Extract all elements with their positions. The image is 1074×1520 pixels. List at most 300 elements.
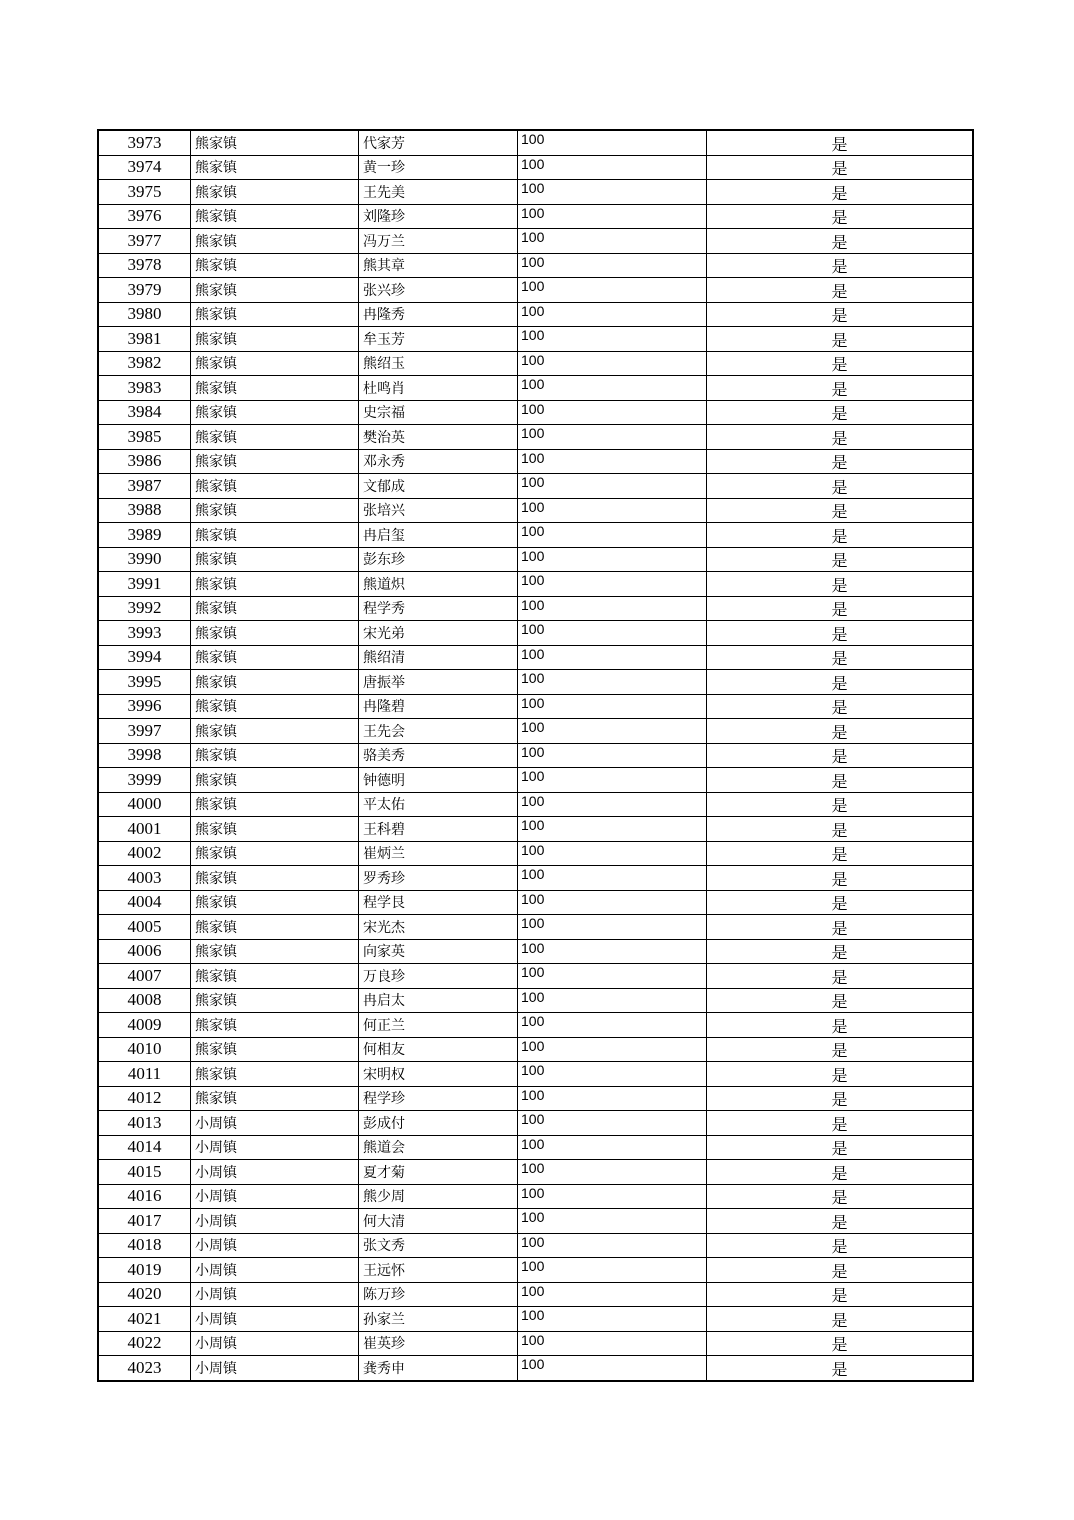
town-cell: 熊家镇 (191, 792, 359, 817)
table-row (98, 988, 973, 1013)
amount-cell: 100 (518, 670, 707, 695)
amount-cell: 100 (518, 547, 707, 572)
status-cell: 是 (707, 817, 974, 842)
table-row (98, 792, 973, 817)
town-cell: 小周镇 (191, 1184, 359, 1209)
status-cell: 是 (707, 1331, 974, 1356)
row-number-cell: 3978 (98, 253, 191, 278)
amount-cell: 100 (518, 939, 707, 964)
person-name-cell: 熊绍玉 (359, 351, 518, 376)
town-cell: 熊家镇 (191, 1062, 359, 1087)
amount-cell: 100 (518, 1356, 707, 1381)
person-name-cell: 程学秀 (359, 596, 518, 621)
status-cell: 是 (707, 645, 974, 670)
status-cell: 是 (707, 596, 974, 621)
status-cell: 是 (707, 1160, 974, 1185)
row-number-cell: 4004 (98, 890, 191, 915)
status-cell: 是 (707, 1086, 974, 1111)
status-cell: 是 (707, 547, 974, 572)
table-row (98, 1013, 973, 1038)
table-row (98, 1062, 973, 1087)
row-number-cell: 3980 (98, 302, 191, 327)
person-name-cell: 冯万兰 (359, 229, 518, 254)
person-name-cell: 彭成付 (359, 1111, 518, 1136)
person-name-cell: 史宗福 (359, 400, 518, 425)
status-cell: 是 (707, 400, 974, 425)
town-cell: 小周镇 (191, 1160, 359, 1185)
status-cell: 是 (707, 1062, 974, 1087)
town-cell: 小周镇 (191, 1111, 359, 1136)
status-cell: 是 (707, 253, 974, 278)
row-number-cell: 4007 (98, 964, 191, 989)
row-number-cell: 3990 (98, 547, 191, 572)
town-cell: 熊家镇 (191, 449, 359, 474)
status-cell: 是 (707, 572, 974, 597)
amount-cell: 100 (518, 1160, 707, 1185)
amount-cell: 100 (518, 1331, 707, 1356)
amount-cell: 100 (518, 596, 707, 621)
row-number-cell: 4011 (98, 1062, 191, 1087)
table-row (98, 694, 973, 719)
town-cell: 熊家镇 (191, 204, 359, 229)
row-number-cell: 4023 (98, 1356, 191, 1381)
status-cell: 是 (707, 449, 974, 474)
table-row (98, 1135, 973, 1160)
town-cell: 熊家镇 (191, 130, 359, 155)
amount-cell: 100 (518, 302, 707, 327)
amount-cell: 100 (518, 253, 707, 278)
status-cell: 是 (707, 768, 974, 793)
person-name-cell: 龚秀申 (359, 1356, 518, 1381)
town-cell: 熊家镇 (191, 670, 359, 695)
row-number-cell: 3996 (98, 694, 191, 719)
town-cell: 小周镇 (191, 1331, 359, 1356)
row-number-cell: 3988 (98, 498, 191, 523)
row-number-cell: 3998 (98, 743, 191, 768)
row-number-cell: 3989 (98, 523, 191, 548)
person-name-cell: 张培兴 (359, 498, 518, 523)
row-number-cell: 4003 (98, 866, 191, 891)
town-cell: 熊家镇 (191, 817, 359, 842)
status-cell: 是 (707, 1209, 974, 1234)
table-row (98, 1356, 973, 1381)
table-row (98, 498, 973, 523)
table-row (98, 229, 973, 254)
person-name-cell: 熊其章 (359, 253, 518, 278)
person-name-cell: 彭东珍 (359, 547, 518, 572)
town-cell: 熊家镇 (191, 645, 359, 670)
row-number-cell: 3991 (98, 572, 191, 597)
status-cell: 是 (707, 1307, 974, 1332)
status-cell: 是 (707, 719, 974, 744)
town-cell: 小周镇 (191, 1307, 359, 1332)
amount-cell: 100 (518, 1013, 707, 1038)
amount-cell: 100 (518, 988, 707, 1013)
table-row (98, 1037, 973, 1062)
table-row (98, 1233, 973, 1258)
row-number-cell: 3995 (98, 670, 191, 695)
town-cell: 小周镇 (191, 1282, 359, 1307)
town-cell: 熊家镇 (191, 964, 359, 989)
status-cell: 是 (707, 1356, 974, 1381)
town-cell: 熊家镇 (191, 351, 359, 376)
amount-cell: 100 (518, 474, 707, 499)
status-cell: 是 (707, 1184, 974, 1209)
row-number-cell: 4000 (98, 792, 191, 817)
town-cell: 熊家镇 (191, 229, 359, 254)
person-name-cell: 牟玉芳 (359, 327, 518, 352)
town-cell: 熊家镇 (191, 376, 359, 401)
amount-cell: 100 (518, 523, 707, 548)
person-name-cell: 王远怀 (359, 1258, 518, 1283)
status-cell: 是 (707, 1037, 974, 1062)
amount-cell: 100 (518, 817, 707, 842)
status-cell: 是 (707, 1135, 974, 1160)
table-row (98, 645, 973, 670)
row-number-cell: 4001 (98, 817, 191, 842)
row-number-cell: 4013 (98, 1111, 191, 1136)
amount-cell: 100 (518, 768, 707, 793)
row-number-cell: 4015 (98, 1160, 191, 1185)
person-name-cell: 陈万珍 (359, 1282, 518, 1307)
amount-cell: 100 (518, 327, 707, 352)
table-row (98, 719, 973, 744)
person-name-cell: 宋光杰 (359, 915, 518, 940)
row-number-cell: 3981 (98, 327, 191, 352)
town-cell: 熊家镇 (191, 841, 359, 866)
status-cell: 是 (707, 621, 974, 646)
table-row (98, 253, 973, 278)
row-number-cell: 4021 (98, 1307, 191, 1332)
row-number-cell: 3973 (98, 130, 191, 155)
table-row (98, 1184, 973, 1209)
town-cell: 熊家镇 (191, 425, 359, 450)
status-cell: 是 (707, 670, 974, 695)
table-row (98, 1209, 973, 1234)
town-cell: 熊家镇 (191, 988, 359, 1013)
person-name-cell: 唐振举 (359, 670, 518, 695)
status-cell: 是 (707, 694, 974, 719)
person-name-cell: 代家芳 (359, 130, 518, 155)
status-cell: 是 (707, 155, 974, 180)
row-number-cell: 4010 (98, 1037, 191, 1062)
row-number-cell: 4022 (98, 1331, 191, 1356)
person-name-cell: 邓永秀 (359, 449, 518, 474)
row-number-cell: 3979 (98, 278, 191, 303)
row-number-cell: 4016 (98, 1184, 191, 1209)
table-row (98, 1160, 973, 1185)
town-cell: 熊家镇 (191, 253, 359, 278)
town-cell: 熊家镇 (191, 498, 359, 523)
town-cell: 熊家镇 (191, 302, 359, 327)
status-cell: 是 (707, 939, 974, 964)
table-row (98, 376, 973, 401)
person-name-cell: 王先会 (359, 719, 518, 744)
person-name-cell: 杜鸣肖 (359, 376, 518, 401)
status-cell: 是 (707, 180, 974, 205)
row-number-cell: 3982 (98, 351, 191, 376)
amount-cell: 100 (518, 1282, 707, 1307)
row-number-cell: 3975 (98, 180, 191, 205)
amount-cell: 100 (518, 130, 707, 155)
table-row (98, 302, 973, 327)
row-number-cell: 3977 (98, 229, 191, 254)
town-cell: 熊家镇 (191, 572, 359, 597)
amount-cell: 100 (518, 1135, 707, 1160)
table-row (98, 400, 973, 425)
row-number-cell: 3992 (98, 596, 191, 621)
person-name-cell: 黄一珍 (359, 155, 518, 180)
amount-cell: 100 (518, 400, 707, 425)
person-name-cell: 王科碧 (359, 817, 518, 842)
town-cell: 小周镇 (191, 1356, 359, 1381)
person-name-cell: 冉启玺 (359, 523, 518, 548)
row-number-cell: 3993 (98, 621, 191, 646)
row-number-cell: 3999 (98, 768, 191, 793)
amount-cell: 100 (518, 278, 707, 303)
person-name-cell: 熊少周 (359, 1184, 518, 1209)
row-number-cell: 4018 (98, 1233, 191, 1258)
amount-cell: 100 (518, 376, 707, 401)
person-name-cell: 熊道会 (359, 1135, 518, 1160)
table-row (98, 474, 973, 499)
town-cell: 熊家镇 (191, 939, 359, 964)
status-cell: 是 (707, 792, 974, 817)
table-row (98, 327, 973, 352)
table-row (98, 817, 973, 842)
person-name-cell: 张文秀 (359, 1233, 518, 1258)
town-cell: 小周镇 (191, 1233, 359, 1258)
status-cell: 是 (707, 229, 974, 254)
town-cell: 熊家镇 (191, 694, 359, 719)
table-row (98, 425, 973, 450)
town-cell: 小周镇 (191, 1135, 359, 1160)
table-row (98, 621, 973, 646)
status-cell: 是 (707, 1111, 974, 1136)
status-cell: 是 (707, 376, 974, 401)
person-name-cell: 王先美 (359, 180, 518, 205)
town-cell: 熊家镇 (191, 621, 359, 646)
row-number-cell: 4014 (98, 1135, 191, 1160)
amount-cell: 100 (518, 890, 707, 915)
amount-cell: 100 (518, 1111, 707, 1136)
row-number-cell: 4008 (98, 988, 191, 1013)
amount-cell: 100 (518, 498, 707, 523)
town-cell: 小周镇 (191, 1209, 359, 1234)
status-cell: 是 (707, 130, 974, 155)
amount-cell: 100 (518, 743, 707, 768)
table-row (98, 670, 973, 695)
town-cell: 熊家镇 (191, 327, 359, 352)
table-row (98, 1258, 973, 1283)
person-name-cell: 刘隆珍 (359, 204, 518, 229)
person-name-cell: 冉隆秀 (359, 302, 518, 327)
person-name-cell: 崔英珍 (359, 1331, 518, 1356)
amount-cell: 100 (518, 719, 707, 744)
town-cell: 熊家镇 (191, 180, 359, 205)
status-cell: 是 (707, 1258, 974, 1283)
person-name-cell: 冉隆碧 (359, 694, 518, 719)
row-number-cell: 3986 (98, 449, 191, 474)
table-row (98, 1086, 973, 1111)
table-row (98, 964, 973, 989)
town-cell: 熊家镇 (191, 768, 359, 793)
person-name-cell: 钟德明 (359, 768, 518, 793)
amount-cell: 100 (518, 645, 707, 670)
table-row (98, 1331, 973, 1356)
status-cell: 是 (707, 1013, 974, 1038)
table-row (98, 547, 973, 572)
table-row (98, 768, 973, 793)
person-name-cell: 程学珍 (359, 1086, 518, 1111)
row-number-cell: 3974 (98, 155, 191, 180)
amount-cell: 100 (518, 866, 707, 891)
amount-cell: 100 (518, 229, 707, 254)
status-cell: 是 (707, 743, 974, 768)
person-name-cell: 向家英 (359, 939, 518, 964)
status-cell: 是 (707, 890, 974, 915)
person-name-cell: 罗秀珍 (359, 866, 518, 891)
row-number-cell: 3997 (98, 719, 191, 744)
status-cell: 是 (707, 1233, 974, 1258)
amount-cell: 100 (518, 915, 707, 940)
amount-cell: 100 (518, 155, 707, 180)
person-name-cell: 樊治英 (359, 425, 518, 450)
status-cell: 是 (707, 278, 974, 303)
row-number-cell: 4020 (98, 1282, 191, 1307)
table-row (98, 278, 973, 303)
table-row (98, 351, 973, 376)
amount-cell: 100 (518, 425, 707, 450)
table-row (98, 1282, 973, 1307)
amount-cell: 100 (518, 1086, 707, 1111)
town-cell: 熊家镇 (191, 278, 359, 303)
table-row (98, 915, 973, 940)
data-table (97, 129, 974, 1382)
town-cell: 熊家镇 (191, 1037, 359, 1062)
table-row (98, 449, 973, 474)
row-number-cell: 4017 (98, 1209, 191, 1234)
town-cell: 熊家镇 (191, 400, 359, 425)
status-cell: 是 (707, 841, 974, 866)
person-name-cell: 宋明权 (359, 1062, 518, 1087)
table-row (98, 572, 973, 597)
row-number-cell: 4019 (98, 1258, 191, 1283)
amount-cell: 100 (518, 1307, 707, 1332)
row-number-cell: 4006 (98, 939, 191, 964)
table-row (98, 890, 973, 915)
status-cell: 是 (707, 351, 974, 376)
status-cell: 是 (707, 964, 974, 989)
status-cell: 是 (707, 302, 974, 327)
status-cell: 是 (707, 474, 974, 499)
town-cell: 熊家镇 (191, 719, 359, 744)
town-cell: 熊家镇 (191, 523, 359, 548)
person-name-cell: 平太佑 (359, 792, 518, 817)
status-cell: 是 (707, 498, 974, 523)
person-name-cell: 文郁成 (359, 474, 518, 499)
status-cell: 是 (707, 988, 974, 1013)
table-row (98, 155, 973, 180)
status-cell: 是 (707, 523, 974, 548)
town-cell: 熊家镇 (191, 474, 359, 499)
status-cell: 是 (707, 1282, 974, 1307)
amount-cell: 100 (518, 1209, 707, 1234)
table-row (98, 841, 973, 866)
person-name-cell: 何大清 (359, 1209, 518, 1234)
person-name-cell: 熊绍清 (359, 645, 518, 670)
row-number-cell: 4012 (98, 1086, 191, 1111)
amount-cell: 100 (518, 180, 707, 205)
table-row (98, 180, 973, 205)
person-name-cell: 万良珍 (359, 964, 518, 989)
table-row (98, 743, 973, 768)
status-cell: 是 (707, 915, 974, 940)
person-name-cell: 何相友 (359, 1037, 518, 1062)
row-number-cell: 3983 (98, 376, 191, 401)
town-cell: 熊家镇 (191, 1013, 359, 1038)
person-name-cell: 崔炳兰 (359, 841, 518, 866)
person-name-cell: 骆美秀 (359, 743, 518, 768)
person-name-cell: 夏才菊 (359, 1160, 518, 1185)
status-cell: 是 (707, 204, 974, 229)
amount-cell: 100 (518, 964, 707, 989)
person-name-cell: 熊道炽 (359, 572, 518, 597)
table-row (98, 596, 973, 621)
amount-cell: 100 (518, 621, 707, 646)
row-number-cell: 3987 (98, 474, 191, 499)
status-cell: 是 (707, 327, 974, 352)
row-number-cell: 3985 (98, 425, 191, 450)
table-row (98, 130, 973, 155)
row-number-cell: 3976 (98, 204, 191, 229)
person-name-cell: 冉启太 (359, 988, 518, 1013)
table-row (98, 866, 973, 891)
amount-cell: 100 (518, 1233, 707, 1258)
row-number-cell: 4009 (98, 1013, 191, 1038)
status-cell: 是 (707, 425, 974, 450)
table-row (98, 523, 973, 548)
row-number-cell: 3984 (98, 400, 191, 425)
town-cell: 熊家镇 (191, 866, 359, 891)
status-cell: 是 (707, 866, 974, 891)
amount-cell: 100 (518, 351, 707, 376)
amount-cell: 100 (518, 694, 707, 719)
person-name-cell: 孙家兰 (359, 1307, 518, 1332)
person-name-cell: 张兴珍 (359, 278, 518, 303)
table-row (98, 1111, 973, 1136)
amount-cell: 100 (518, 792, 707, 817)
table-body (98, 130, 973, 1381)
amount-cell: 100 (518, 1258, 707, 1283)
table-row (98, 939, 973, 964)
town-cell: 熊家镇 (191, 547, 359, 572)
table-row (98, 204, 973, 229)
town-cell: 熊家镇 (191, 155, 359, 180)
amount-cell: 100 (518, 1062, 707, 1087)
amount-cell: 100 (518, 1184, 707, 1209)
row-number-cell: 4005 (98, 915, 191, 940)
amount-cell: 100 (518, 204, 707, 229)
amount-cell: 100 (518, 449, 707, 474)
town-cell: 熊家镇 (191, 915, 359, 940)
person-name-cell: 宋光弟 (359, 621, 518, 646)
amount-cell: 100 (518, 841, 707, 866)
table-row (98, 1307, 973, 1332)
row-number-cell: 3994 (98, 645, 191, 670)
row-number-cell: 4002 (98, 841, 191, 866)
amount-cell: 100 (518, 1037, 707, 1062)
